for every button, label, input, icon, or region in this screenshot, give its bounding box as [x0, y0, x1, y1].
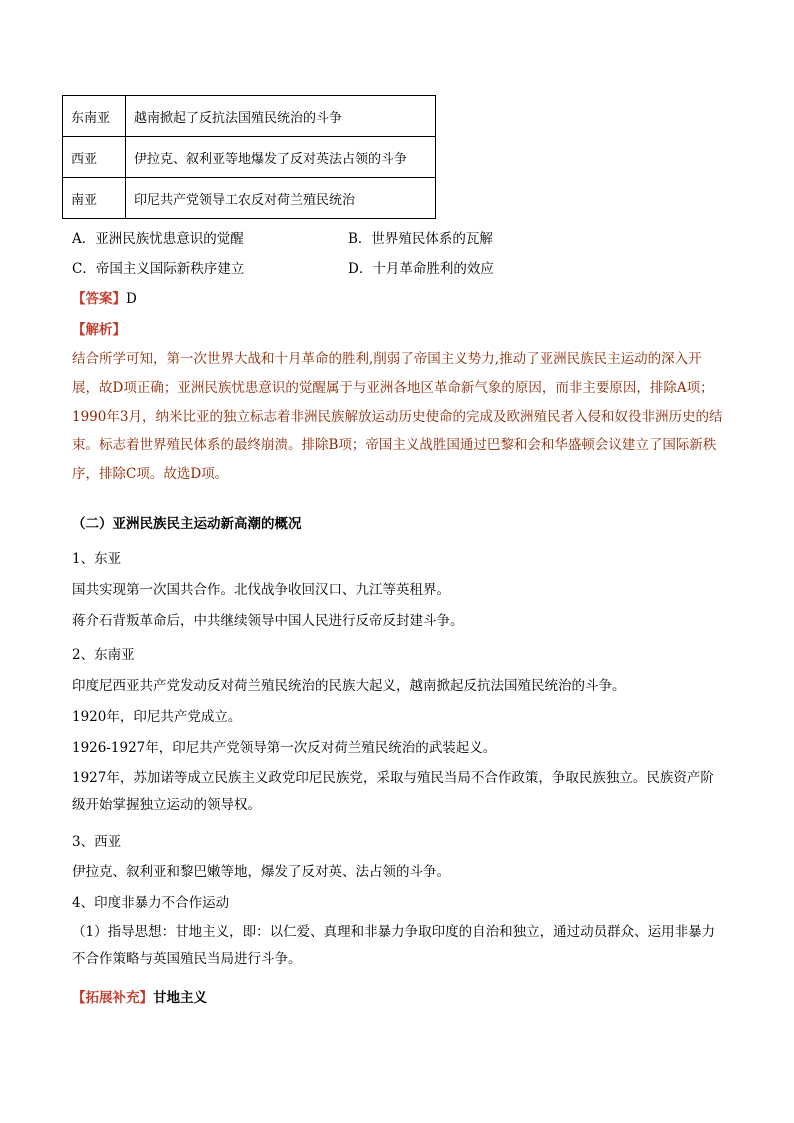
- option-b: B．世界殖民体系的瓦解: [348, 231, 493, 247]
- region-cell: 西亚: [63, 137, 126, 178]
- paragraph: 印度尼西亚共产党发动反对荷兰殖民统治的民族大起义，越南掀起反抗法国殖民统治的斗争。: [72, 678, 626, 694]
- subheading-southeast-asia: 2、东南亚: [72, 647, 135, 663]
- table-row: [63, 96, 436, 137]
- option-a: A．亚洲民族忧患意识的觉醒: [72, 231, 244, 247]
- paragraph: 1926-1927年，印尼共产党领导第一次反对荷兰殖民统治的武装起义。: [72, 740, 497, 756]
- region-table: [62, 95, 436, 219]
- paragraph: 1927年，苏加诺等成立民族主义政党印尼民族党，采取与殖民当局不合作政策，争取民族独立。民族资产阶级开始掌握独立运动的领导权。: [72, 770, 714, 813]
- region-cell: 东南亚: [63, 96, 126, 137]
- region-cell: 南亚: [63, 178, 126, 219]
- extension-label: 【拓展补充】: [72, 990, 153, 1006]
- event-cell: 伊拉克、叙利亚等地爆发了反对英法占领的斗争: [126, 137, 436, 178]
- option-d: D．十月革命胜利的效应: [348, 261, 494, 277]
- analysis-text: 结合所学可知，第一次世界大战和十月革命的胜利,削弱了帝国主义势力,推动了亚洲民族民主运动的深入开展，故D项正确；亚洲民族忧患意识的觉醒属于与亚洲各地区革命新气象的原因，而非主要原因，排除A项；1990年3月，纳米比亚的独立标志着非洲民族解放运动历史使命的完成及欧洲殖民者入侵和奴役非洲历史的结束。标志着世界殖民体系的最终崩溃。排除B项；帝国主义战胜国通过巴黎和会和华盛顿会议建立了国际新秩序，排除C项。故选D项。: [72, 351, 723, 483]
- analysis-heading: [72, 320, 126, 340]
- analysis-label: 【解析】: [72, 322, 126, 338]
- extension-heading: [72, 988, 207, 1008]
- paragraph: 1920年，印尼共产党成立。: [72, 709, 242, 725]
- answer-value: D: [126, 291, 137, 307]
- event-cell: 印尼共产党领导工农反对荷兰殖民统治: [126, 178, 436, 219]
- option-c: C．帝国主义国际新秩序建立: [72, 261, 245, 277]
- answer-label: 【答案】: [72, 291, 126, 307]
- section-title: （二）亚洲民族民主运动新高潮的概况: [72, 516, 302, 532]
- paragraph: 国共实现第一次国共合作。北伐战争收回汉口、九江等英租界。: [72, 582, 450, 598]
- paragraph: 蒋介石背叛革命后，中共继续领导中国人民进行反帝反封建斗争。: [72, 613, 464, 629]
- paragraph: （1）指导思想：甘地主义，即：以仁爱、真理和非暴力争取印度的自治和独立，通过动员群众、运用非暴力不合作策略与英国殖民当局进行斗争。: [72, 924, 716, 967]
- paragraph: 伊拉克、叙利亚和黎巴嫩等地，爆发了反对英、法占领的斗争。: [72, 864, 450, 880]
- subheading-west-asia: 3、西亚: [72, 834, 122, 850]
- extension-title: 甘地主义: [153, 990, 207, 1006]
- subheading-east-asia: 1、东亚: [72, 551, 122, 567]
- table-row: [63, 178, 436, 219]
- table-row: [63, 137, 436, 178]
- answer-line: [72, 289, 137, 309]
- event-cell: 越南掀起了反抗法国殖民统治的斗争: [126, 96, 436, 137]
- subheading-india: 4、印度非暴力不合作运动: [72, 895, 230, 911]
